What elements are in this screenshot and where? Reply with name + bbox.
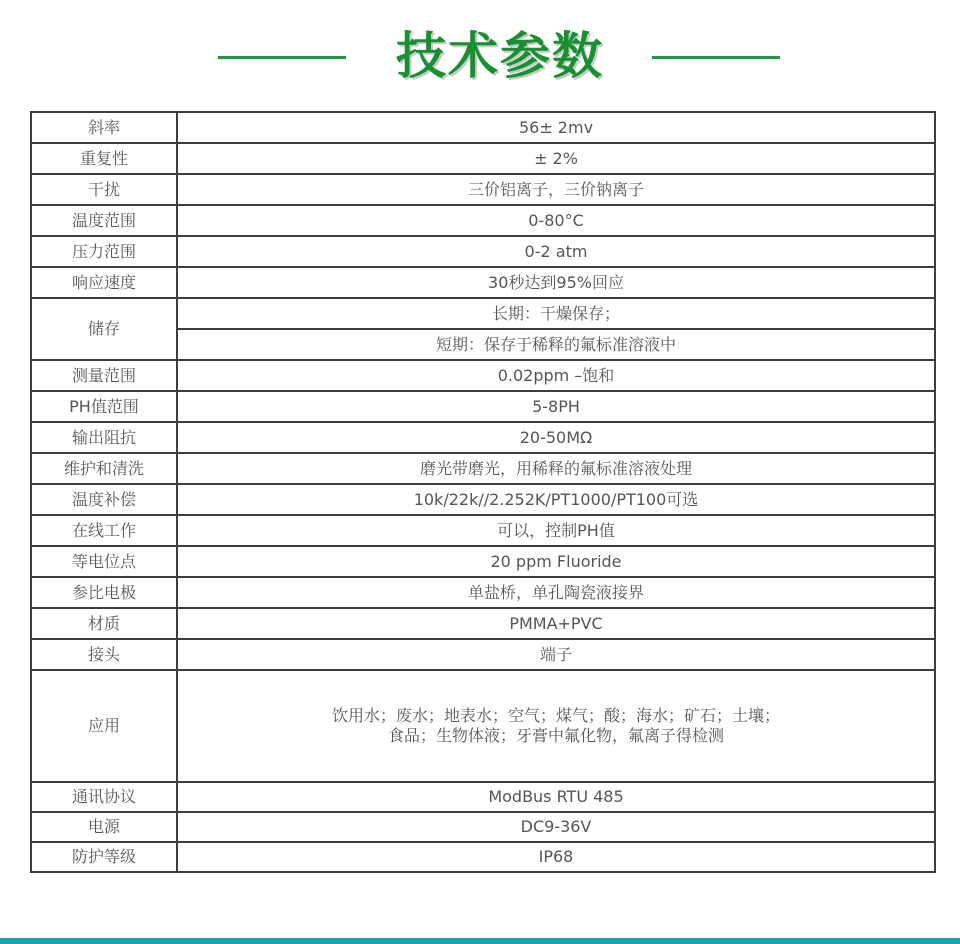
- spec-label: 温度范围: [31, 205, 177, 236]
- spec-label: 维护和清洗: [31, 453, 177, 484]
- spec-value: IP68: [177, 842, 935, 872]
- spec-label: 材质: [31, 608, 177, 639]
- title-decor-line-right: [652, 56, 780, 59]
- spec-label: 响应速度: [31, 267, 177, 298]
- spec-row-output-impedance: [31, 422, 935, 453]
- spec-value: ± 2%: [177, 143, 935, 174]
- spec-value: 56± 2mv: [177, 112, 935, 143]
- spec-value: 可以，控制PH值: [177, 515, 935, 546]
- spec-row-reference-electrode: [31, 577, 935, 608]
- spec-row-repeatability: [31, 143, 935, 174]
- spec-label: 应用: [31, 670, 177, 782]
- spec-value: 三价铝离子，三价钠离子: [177, 174, 935, 205]
- page-title: 技术参数: [396, 27, 604, 85]
- spec-row-application: [31, 670, 935, 782]
- bottom-bar: [0, 938, 960, 944]
- spec-value-application: [177, 670, 935, 782]
- spec-value: 20 ppm Fluoride: [177, 546, 935, 577]
- spec-label: 压力范围: [31, 236, 177, 267]
- spec-row-temperature-compensation: [31, 484, 935, 515]
- spec-label: 储存: [31, 298, 177, 360]
- spec-label: 接头: [31, 639, 177, 670]
- spec-label: 输出阻抗: [31, 422, 177, 453]
- spec-row-connector: [31, 639, 935, 670]
- spec-label: 电源: [31, 812, 177, 842]
- spec-row-storage: [31, 298, 935, 329]
- application-line: 食品；生物体液；牙膏中氟化物，氟离子得检测: [387, 726, 724, 745]
- spec-label: 斜率: [31, 112, 177, 143]
- title-decor-line-left: [218, 56, 346, 59]
- spec-label: 参比电极: [31, 577, 177, 608]
- spec-value: 0-80°C: [177, 205, 935, 236]
- spec-row-online-work: [31, 515, 935, 546]
- spec-label: 防护等级: [31, 842, 177, 872]
- spec-value: DC9-36V: [177, 812, 935, 842]
- spec-row-slope: [31, 112, 935, 143]
- spec-row-isopotential-point: [31, 546, 935, 577]
- spec-row-temperature-range: [31, 205, 935, 236]
- spec-value: 端子: [177, 639, 935, 670]
- spec-row-protection-level: [31, 842, 935, 872]
- spec-value: 0.02ppm –饱和: [177, 360, 935, 391]
- spec-row-response-speed: [31, 267, 935, 298]
- spec-row-measuring-range: [31, 360, 935, 391]
- spec-value: 磨光带磨光，用稀释的氟标准溶液处理: [177, 453, 935, 484]
- specs-table: [30, 111, 936, 873]
- spec-label: 在线工作: [31, 515, 177, 546]
- spec-label: 重复性: [31, 143, 177, 174]
- spec-value: PMMA+PVC: [177, 608, 935, 639]
- spec-label: 通讯协议: [31, 782, 177, 812]
- spec-row-material: [31, 608, 935, 639]
- spec-value: 单盐桥，单孔陶瓷液接界: [177, 577, 935, 608]
- spec-label: 测量范围: [31, 360, 177, 391]
- spec-label: PH值范围: [31, 391, 177, 422]
- spec-row-maintenance: [31, 453, 935, 484]
- spec-row-power: [31, 812, 935, 842]
- spec-row-interference: [31, 174, 935, 205]
- spec-label: 干扰: [31, 174, 177, 205]
- spec-value: 20-50MΩ: [177, 422, 935, 453]
- spec-row-pressure-range: [31, 236, 935, 267]
- spec-row-protocol: [31, 782, 935, 812]
- spec-value: 0-2 atm: [177, 236, 935, 267]
- spec-value: 10k/22k//2.252K/PT1000/PT100可选: [177, 484, 935, 515]
- spec-value: 5-8PH: [177, 391, 935, 422]
- spec-value: 长期：干燥保存；: [177, 298, 935, 329]
- header: [0, 0, 960, 110]
- spec-value: ModBus RTU 485: [177, 782, 935, 812]
- spec-value: 短期：保存于稀释的氟标准溶液中: [177, 329, 935, 360]
- spec-label: 温度补偿: [31, 484, 177, 515]
- spec-row-ph-range: [31, 391, 935, 422]
- application-line: 饮用水；废水；地表水；空气；煤气；酸；海水；矿石；土壤；: [331, 706, 780, 725]
- spec-label: 等电位点: [31, 546, 177, 577]
- spec-value: 30秒达到95%回应: [177, 267, 935, 298]
